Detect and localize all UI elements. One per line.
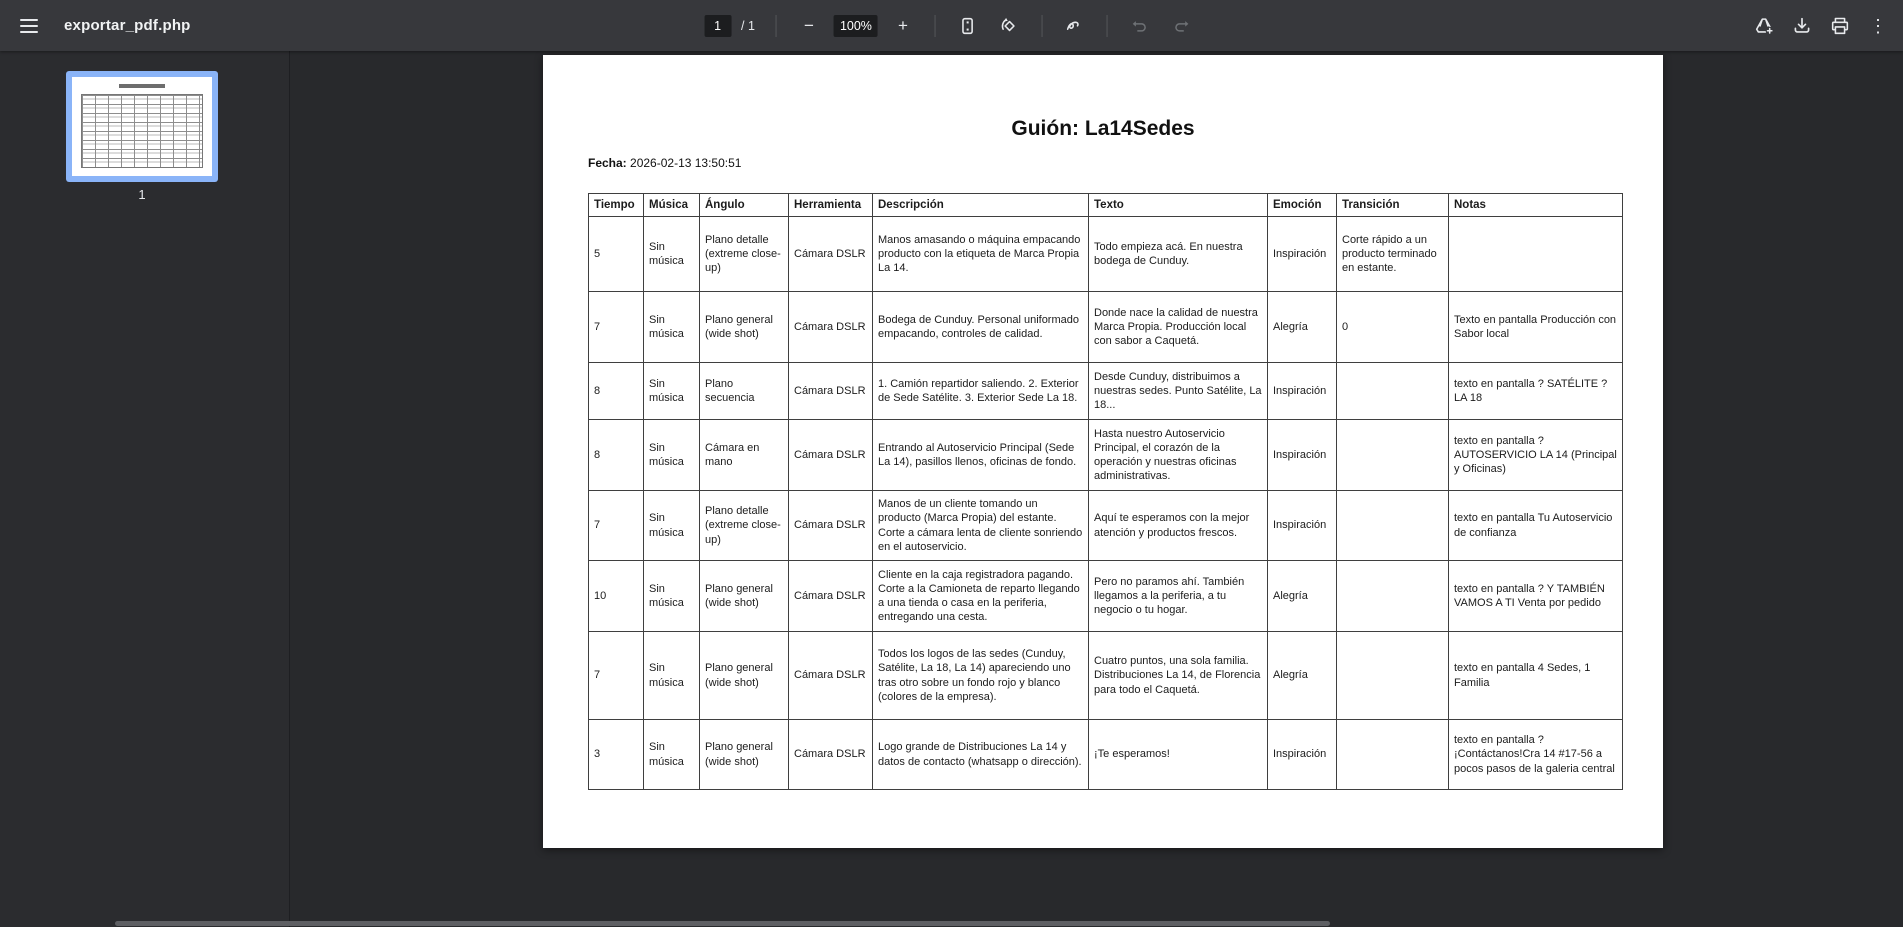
toolbar-left-group xyxy=(0,9,191,43)
table-cell: Desde Cunduy, distribuimos a nuestras sedes. Punto Satélite, La 18... xyxy=(1089,363,1268,420)
table-header-cell: Notas xyxy=(1449,194,1623,217)
table-cell: Cuatro puntos, una sola familia. Distribuciones La 14, de Florencia para todo el Caquetá. xyxy=(1089,632,1268,720)
print-button[interactable] xyxy=(1823,9,1857,43)
table-cell: Aquí te esperamos con la mejor atención y productos frescos. xyxy=(1089,491,1268,561)
zoom-in-button[interactable]: + xyxy=(886,9,920,43)
table-cell: Manos amasando o máquina empacando producto con la etiqueta de Marca Propia La 14. xyxy=(873,217,1089,292)
thumbnail-page-number: 1 xyxy=(138,187,146,202)
table-cell: 7 xyxy=(589,491,644,561)
download-button[interactable] xyxy=(1785,9,1819,43)
table-cell: Plano detalle (extreme close-up) xyxy=(700,491,789,561)
rotate-button[interactable] xyxy=(993,9,1027,43)
table-cell: texto en pantalla ? AUTOSERVICIO LA 14 (Principal y Oficinas) xyxy=(1449,420,1623,491)
table-row xyxy=(589,491,1623,561)
table-cell: 7 xyxy=(589,292,644,363)
redo-icon xyxy=(1172,16,1192,36)
table-row xyxy=(589,561,1623,632)
table-cell xyxy=(1337,491,1449,561)
table-row xyxy=(589,632,1623,720)
table-cell: Cámara DSLR xyxy=(789,420,873,491)
fit-to-page-button[interactable] xyxy=(951,9,985,43)
table-cell: Cámara DSLR xyxy=(789,491,873,561)
table-cell: texto en pantalla 4 Sedes, 1 Familia xyxy=(1449,632,1623,720)
toolbar-separator xyxy=(1107,15,1108,37)
page-thumbnail-preview xyxy=(72,77,212,176)
table-cell: Cámara DSLR xyxy=(789,561,873,632)
table-row xyxy=(589,217,1623,292)
table-cell: Plano general (wide shot) xyxy=(700,632,789,720)
fit-page-icon xyxy=(957,15,979,37)
rotate-icon xyxy=(999,15,1021,37)
table-cell xyxy=(1337,720,1449,790)
table-cell xyxy=(1337,632,1449,720)
table-cell: Pero no paramos ahí. También llegamos a la periferia, a tu negocio o tu hogar. xyxy=(1089,561,1268,632)
table-cell xyxy=(1337,420,1449,491)
table-cell: Cámara DSLR xyxy=(789,292,873,363)
toolbar-separator xyxy=(776,15,777,37)
table-cell: texto en pantalla Tu Autoservicio de confianza xyxy=(1449,491,1623,561)
table-cell: texto en pantalla ? ¡Contáctanos!Cra 14 #17-56 a pocos pasos de la galeria central xyxy=(1449,720,1623,790)
table-header-cell: Descripción xyxy=(873,194,1089,217)
table-header-cell: Ángulo xyxy=(700,194,789,217)
table-cell: Sin música xyxy=(644,217,700,292)
table-cell: Inspiración xyxy=(1268,363,1337,420)
pdf-viewer-toolbar xyxy=(0,0,1903,51)
table-cell: Sin música xyxy=(644,632,700,720)
table-cell: Inspiración xyxy=(1268,720,1337,790)
zoom-level-display[interactable]: 100% xyxy=(834,15,878,37)
page-title: Guión: La14Sedes xyxy=(1011,117,1195,140)
thumbnail-sidebar xyxy=(0,51,290,927)
table-header-cell: Música xyxy=(644,194,700,217)
script-table xyxy=(588,193,1623,790)
table-cell: Manos de un cliente tomando un producto (Marca Propia) del estante. Corte a cámara lenta de cliente sonriendo en el autoservicio. xyxy=(873,491,1089,561)
table-cell: Alegría xyxy=(1268,632,1337,720)
table-cell: Alegría xyxy=(1268,292,1337,363)
document-filename: exportar_pdf.php xyxy=(64,17,191,34)
toolbar-separator xyxy=(1042,15,1043,37)
undo-button[interactable] xyxy=(1123,9,1157,43)
hamburger-icon xyxy=(20,19,38,33)
table-header-cell: Emoción xyxy=(1268,194,1337,217)
table-row xyxy=(589,720,1623,790)
table-row xyxy=(589,363,1623,420)
table-cell: Plano general (wide shot) xyxy=(700,561,789,632)
table-cell: Cámara en mano xyxy=(700,420,789,491)
table-cell: Corte rápido a un producto terminado en estante. xyxy=(1337,217,1449,292)
table-cell: Inspiración xyxy=(1268,217,1337,292)
undo-icon xyxy=(1130,16,1150,36)
thumbnail-table-grid xyxy=(81,94,203,168)
pdf-viewer-content[interactable] xyxy=(291,51,1903,927)
table-cell: Sin música xyxy=(644,720,700,790)
annotate-pen-icon xyxy=(1064,15,1086,37)
download-icon xyxy=(1791,15,1813,37)
page-count-label: / 1 xyxy=(741,18,755,33)
table-cell: ¡Te esperamos! xyxy=(1089,720,1268,790)
table-cell: Cámara DSLR xyxy=(789,632,873,720)
table-cell: 8 xyxy=(589,420,644,491)
table-cell xyxy=(1337,561,1449,632)
table-cell: Cliente en la caja registradora pagando. Corte a la Camioneta de reparto llegando a una tienda o casa en la periferia, entregando una cesta. xyxy=(873,561,1089,632)
page-thumbnail[interactable] xyxy=(66,71,218,182)
table-cell: Plano secuencia xyxy=(700,363,789,420)
table-cell: Hasta nuestro Autoservicio Principal, el corazón de la operación y nuestras oficinas administrativas. xyxy=(1089,420,1268,491)
toolbar-center-group xyxy=(704,0,1199,51)
table-cell: Sin música xyxy=(644,561,700,632)
table-cell: Alegría xyxy=(1268,561,1337,632)
table-cell: Cámara DSLR xyxy=(789,217,873,292)
table-cell: Sin música xyxy=(644,420,700,491)
table-header-cell: Herramienta xyxy=(789,194,873,217)
date-value: 2026-02-13 13:50:51 xyxy=(630,156,742,170)
table-header-cell: Tiempo xyxy=(589,194,644,217)
table-cell: Cámara DSLR xyxy=(789,363,873,420)
table-cell: texto en pantalla ? SATÉLITE ? LA 18 xyxy=(1449,363,1623,420)
table-cell: Sin música xyxy=(644,491,700,561)
table-cell: Plano general (wide shot) xyxy=(700,292,789,363)
table-cell: 5 xyxy=(589,217,644,292)
table-row xyxy=(589,420,1623,491)
table-cell: Logo grande de Distribuciones La 14 y datos de contacto (whatsapp o dirección). xyxy=(873,720,1089,790)
table-cell: 7 xyxy=(589,632,644,720)
table-row xyxy=(589,292,1623,363)
redo-button[interactable] xyxy=(1165,9,1199,43)
table-cell: Bodega de Cunduy. Personal uniformado empacando, controles de calidad. xyxy=(873,292,1089,363)
toolbar-separator xyxy=(935,15,936,37)
toolbar-right-group xyxy=(1747,0,1895,51)
table-cell: Plano general (wide shot) xyxy=(700,720,789,790)
table-cell: Donde nace la calidad de nuestra Marca Propia. Producción local con sabor a Caquetá. xyxy=(1089,292,1268,363)
save-to-drive-button[interactable] xyxy=(1747,9,1781,43)
zoom-out-button[interactable]: − xyxy=(792,9,826,43)
save-to-drive-icon xyxy=(1753,15,1775,37)
horizontal-scrollbar[interactable] xyxy=(115,921,1330,926)
date-label: Fecha: xyxy=(588,156,627,170)
table-cell: Inspiración xyxy=(1268,420,1337,491)
table-header-row xyxy=(589,194,1623,217)
menu-button[interactable] xyxy=(12,9,46,43)
table-cell: Entrando al Autoservicio Principal (Sede La 14), pasillos llenos, oficinas de fondo. xyxy=(873,420,1089,491)
table-cell: 0 xyxy=(1337,292,1449,363)
table-cell: 8 xyxy=(589,363,644,420)
thumbnail-title-line xyxy=(119,84,165,88)
page-number-input[interactable] xyxy=(704,15,731,37)
annotate-button[interactable] xyxy=(1058,9,1092,43)
table-cell: Texto en pantalla Producción con Sabor local xyxy=(1449,292,1623,363)
pdf-page xyxy=(543,55,1663,848)
table-cell: Sin música xyxy=(644,292,700,363)
table-header-cell: Transición xyxy=(1337,194,1449,217)
table-cell: Inspiración xyxy=(1268,491,1337,561)
table-cell: Todo empieza acá. En nuestra bodega de Cunduy. xyxy=(1089,217,1268,292)
table-cell xyxy=(1449,217,1623,292)
table-cell: Sin música xyxy=(644,363,700,420)
more-options-button[interactable]: ⋮ xyxy=(1861,9,1895,43)
table-header-cell: Texto xyxy=(1089,194,1268,217)
table-cell: 10 xyxy=(589,561,644,632)
table-cell: Plano detalle (extreme close-up) xyxy=(700,217,789,292)
table-cell: texto en pantalla ? Y TAMBIÉN VAMOS A TI Venta por pedido xyxy=(1449,561,1623,632)
table-cell: 3 xyxy=(589,720,644,790)
table-cell: Todos los logos de las sedes (Cunduy, Satélite, La 18, La 14) apareciendo uno tras otro sobre un fondo rojo y blanco (colores de la empresa). xyxy=(873,632,1089,720)
print-icon xyxy=(1829,15,1851,37)
table-cell xyxy=(1337,363,1449,420)
table-cell: Cámara DSLR xyxy=(789,720,873,790)
table-cell: 1. Camión repartidor saliendo. 2. Exterior de Sede Satélite. 3. Exterior Sede La 18. xyxy=(873,363,1089,420)
date-line xyxy=(588,156,741,170)
